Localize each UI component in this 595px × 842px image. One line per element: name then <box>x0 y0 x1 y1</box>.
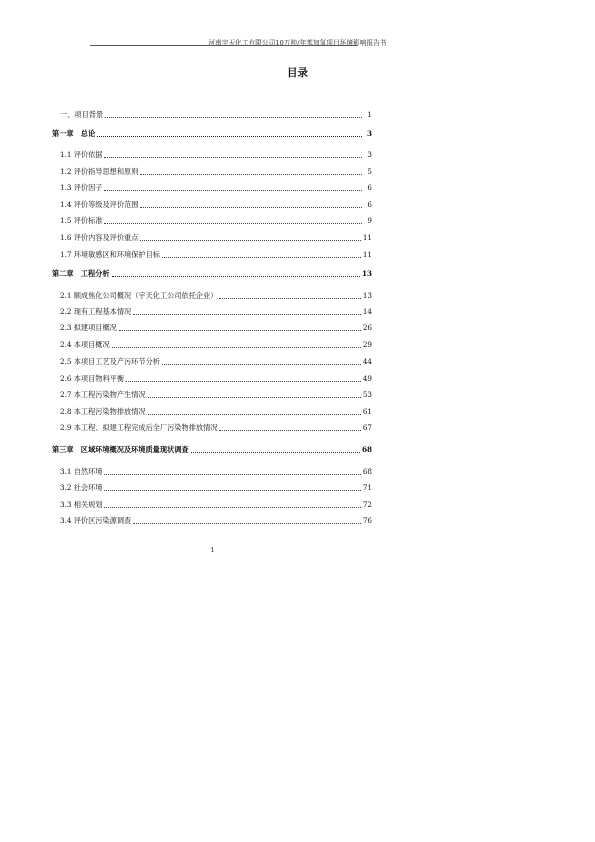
toc-entry[interactable] <box>52 515 372 527</box>
dot-leader <box>191 452 360 453</box>
dot-leader <box>148 414 361 415</box>
toc-page-number: 11 <box>362 233 372 242</box>
toc-entry-title: 1.3 评价因子 <box>60 183 103 192</box>
toc-entry-title: 2.2 现有工程基本情况 <box>60 307 132 316</box>
toc-entry[interactable] <box>52 199 372 211</box>
toc-page-number: 49 <box>362 374 372 383</box>
dot-leader <box>140 207 362 208</box>
toc-entry[interactable] <box>52 356 372 368</box>
dot-leader <box>104 223 362 224</box>
dot-leader <box>140 174 362 175</box>
toc-entry[interactable] <box>52 306 372 318</box>
toc-entry-title: 1.5 评价标准 <box>60 216 103 225</box>
toc-page-number: 1 <box>367 110 372 119</box>
toc-page-number: 71 <box>362 483 372 492</box>
toc-entry-title: 3.3 相关规划 <box>60 500 103 509</box>
toc-entry-title: 第三章 区域环境概况及环境质量现状调查 <box>52 445 189 454</box>
toc-entry[interactable] <box>52 466 372 478</box>
toc-entry[interactable] <box>52 290 372 302</box>
page-title: 目录 <box>287 67 308 79</box>
toc-entry-title: 2.1 顺成焦化公司概况（宇天化工公司依托企业） <box>60 291 218 300</box>
toc-page-number: 68 <box>361 445 372 454</box>
toc-page-number: 53 <box>362 390 372 399</box>
dot-leader <box>119 330 361 331</box>
toc-entry[interactable] <box>52 182 372 194</box>
toc-page-number: 13 <box>362 291 372 300</box>
toc-page-number: 13 <box>361 269 372 278</box>
dot-leader <box>104 507 360 508</box>
toc-entry[interactable] <box>52 406 372 418</box>
toc-entry[interactable] <box>52 232 372 244</box>
toc-page-number: 11 <box>362 250 372 259</box>
toc-page-number: 76 <box>362 516 372 525</box>
toc-entry[interactable] <box>52 215 372 227</box>
toc-entry[interactable] <box>52 149 372 161</box>
toc-page-number: 44 <box>362 357 372 366</box>
toc-entry-title: 3.2 社会环境 <box>60 483 103 492</box>
dot-leader <box>126 381 361 382</box>
toc-page-number: 72 <box>362 500 372 509</box>
toc-entry-title: 2.3 拟建项目概况 <box>60 323 117 332</box>
dot-leader <box>219 430 360 431</box>
toc-entry-title: 2.4 本项目概况 <box>60 340 110 349</box>
toc-entry-title: 2.9 本工程、拟建工程完成后全厂污染物排放情况 <box>60 423 218 432</box>
dot-leader <box>104 157 362 158</box>
toc-chapter-entry[interactable] <box>52 268 372 280</box>
toc-page-number: 67 <box>362 423 372 432</box>
toc-page-number: 29 <box>362 340 372 349</box>
toc-entry[interactable] <box>52 499 372 511</box>
toc-entry-title: 第一章 总论 <box>52 129 96 138</box>
dot-leader <box>105 117 362 118</box>
toc-entry-title: 2.7 本工程污染物产生情况 <box>60 390 146 399</box>
toc-entry[interactable] <box>52 373 372 385</box>
dot-leader <box>133 314 361 315</box>
toc-entry[interactable] <box>52 389 372 401</box>
toc-entry-title: 2.6 本项目物料平衡 <box>60 374 125 383</box>
toc-page-number: 68 <box>362 467 372 476</box>
toc-entry[interactable] <box>52 166 372 178</box>
toc-page-number: 6 <box>367 183 372 192</box>
toc-chapter-entry[interactable] <box>52 444 372 456</box>
dot-leader <box>162 364 361 365</box>
dot-leader <box>148 397 361 398</box>
dot-leader <box>97 136 362 137</box>
toc-entry-title: 1.1 评价依据 <box>60 150 103 159</box>
dot-leader <box>219 298 360 299</box>
toc-entry[interactable] <box>52 322 372 334</box>
toc-entry-title: 第二章 工程分析 <box>52 269 110 278</box>
dot-leader <box>104 190 362 191</box>
toc-chapter-entry[interactable] <box>52 128 372 140</box>
toc-entry-title: 2.8 本工程污染物排放情况 <box>60 407 146 416</box>
toc-entry-title: 1.6 评价内容及评价重点 <box>60 233 139 242</box>
toc-page-number: 3 <box>366 129 372 138</box>
toc-entry-title: 3.1 自然环境 <box>60 467 103 476</box>
dot-leader <box>104 490 360 491</box>
dot-leader <box>104 474 360 475</box>
toc-entry-title: 2.5 本项目工艺及产污环节分析 <box>60 357 160 366</box>
dot-leader <box>133 523 361 524</box>
page-number: 1 <box>210 546 215 554</box>
toc-entry-title: 3.4 评价区污染源调查 <box>60 516 132 525</box>
toc-entry[interactable] <box>52 339 372 351</box>
toc-page-number: 26 <box>362 323 372 332</box>
dot-leader <box>162 257 361 258</box>
dot-leader <box>112 276 360 277</box>
dot-leader <box>140 240 360 241</box>
toc-entry[interactable] <box>52 249 372 261</box>
toc-page-number: 14 <box>362 307 372 316</box>
header-rule <box>90 45 358 46</box>
toc-entry-title: 1.2 评价指导思想和原则 <box>60 167 139 176</box>
toc-page-number: 3 <box>367 150 372 159</box>
toc-entry-title: 1.7 环境敏感区和环境保护目标 <box>60 250 160 259</box>
toc-page-number: 61 <box>362 407 372 416</box>
running-header: 河南宇天化工有限公司10万吨/年苯加氢项目环境影响报告书 <box>208 39 387 47</box>
toc-entry[interactable] <box>52 109 372 121</box>
dot-leader <box>112 347 361 348</box>
toc-page-number: 5 <box>367 167 372 176</box>
toc-entry-title: 一、项目背景 <box>60 110 104 119</box>
toc-entry-title: 1.4 评价等级及评价范围 <box>60 200 139 209</box>
toc-entry[interactable] <box>52 422 372 434</box>
toc-page-number: 6 <box>367 200 372 209</box>
toc-page-number: 9 <box>367 216 372 225</box>
toc-entry[interactable] <box>52 482 372 494</box>
